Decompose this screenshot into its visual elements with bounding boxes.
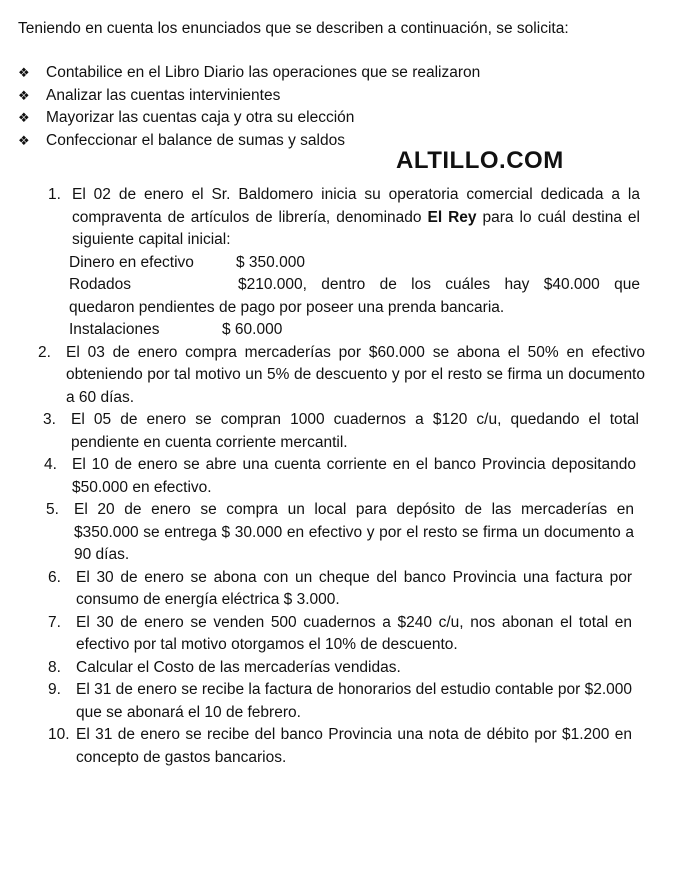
capital-row: Dinero en efectivo $ 350.000 (69, 253, 305, 271)
item-text: Calcular el Costo de las mercaderías vendidas. (76, 658, 401, 676)
item-number: 2. (38, 343, 51, 361)
list-item (38, 342, 645, 410)
item-text: El 31 de enero se recibe del banco Provincia una nota de débito por $1.200 en concepto de gastos bancarios. (76, 726, 632, 766)
list-item (44, 454, 636, 499)
exercise-list (0, 184, 700, 769)
item-number: 3. (43, 411, 56, 428)
item-number: 9. (48, 681, 61, 698)
item-text: El 30 de enero se abona con un cheque del banco Provincia una factura por consumo de energía eléctrica $ 3.000. (76, 568, 632, 608)
bullet-item: ❖ Analizar las cuentas intervinientes (18, 85, 638, 108)
list-item (48, 679, 632, 724)
bullet-list (18, 62, 638, 152)
item-number: 4. (44, 456, 57, 473)
company-name: El Rey (427, 208, 477, 226)
list-item (48, 612, 632, 657)
item-text: El 03 de enero compra mercaderías por $60.000 se abona el 50% en efectivo obteniendo por tal motivo un 5% de descuento y por el resto se firma un documento a 60 días. (66, 343, 645, 406)
diamond-bullet-icon: ❖ (18, 132, 30, 148)
capital-row: Instalaciones $ 60.000 (69, 321, 283, 338)
item-text: El 10 de enero se abre una cuenta corriente en el banco Provincia depositando $50.000 en efectivo. (72, 456, 636, 496)
watermark: ALTILLO.COM (396, 147, 564, 174)
bullet-item: ❖ Contabilice en el Libro Diario las operaciones que se realizaron (18, 62, 638, 85)
diamond-bullet-icon: ❖ (18, 87, 30, 103)
item-number: 6. (48, 568, 61, 586)
bullet-item: ❖ Mayorizar las cuentas caja y otra su elección (18, 107, 638, 130)
item-number: 10. (48, 726, 70, 743)
item-text: El 02 de enero el Sr. Baldomero inicia su operatoria comercial dedicada a la compraventa de artículos de librería, denominado El Rey para lo cuál destina el siguiente capital inicial: (72, 186, 640, 248)
capital-list (69, 252, 640, 342)
item-number: 7. (48, 613, 61, 631)
list-item (43, 409, 639, 454)
intro-text: Teniendo en cuenta los enunciados que se describen a continuación, se solicita: (18, 20, 569, 37)
item-text: El 31 de enero se recibe la factura de honorarios del estudio contable por $2.000 que se abonará el 10 de febrero. (76, 681, 632, 721)
diamond-bullet-icon: ❖ (18, 65, 30, 80)
capital-row-continuation: quedaron pendientes de pago por poseer una prenda bancaria. (69, 298, 505, 316)
item-text: El 05 de enero se compran 1000 cuadernos a $120 c/u, quedando el total pendiente en cuenta corriente mercantil. (71, 411, 639, 451)
item-number: 1. (48, 186, 61, 203)
list-item (48, 567, 632, 612)
list-item (48, 184, 640, 342)
item-text: El 20 de enero se compra un local para depósito de las mercaderías en $350.000 se entrega $ 30.000 en efectivo y por el resto se firma un documento a 90 días. (74, 501, 634, 563)
capital-row: Rodados $210.000, dentro de los cuáles hay $40.000 que (69, 276, 640, 293)
item-number: 8. (48, 658, 61, 676)
list-item (48, 724, 632, 769)
diamond-bullet-icon: ❖ (18, 110, 30, 125)
item-number: 5. (46, 501, 59, 518)
list-item (48, 657, 632, 680)
list-item (46, 499, 634, 567)
bullet-item: ❖ Confeccionar el balance de sumas y saldos (18, 130, 638, 153)
item-text: El 30 de enero se venden 500 cuadernos a $240 c/u, nos abonan el total en efectivo por tal motivo otorgamos el 10% de descuento. (76, 613, 632, 653)
